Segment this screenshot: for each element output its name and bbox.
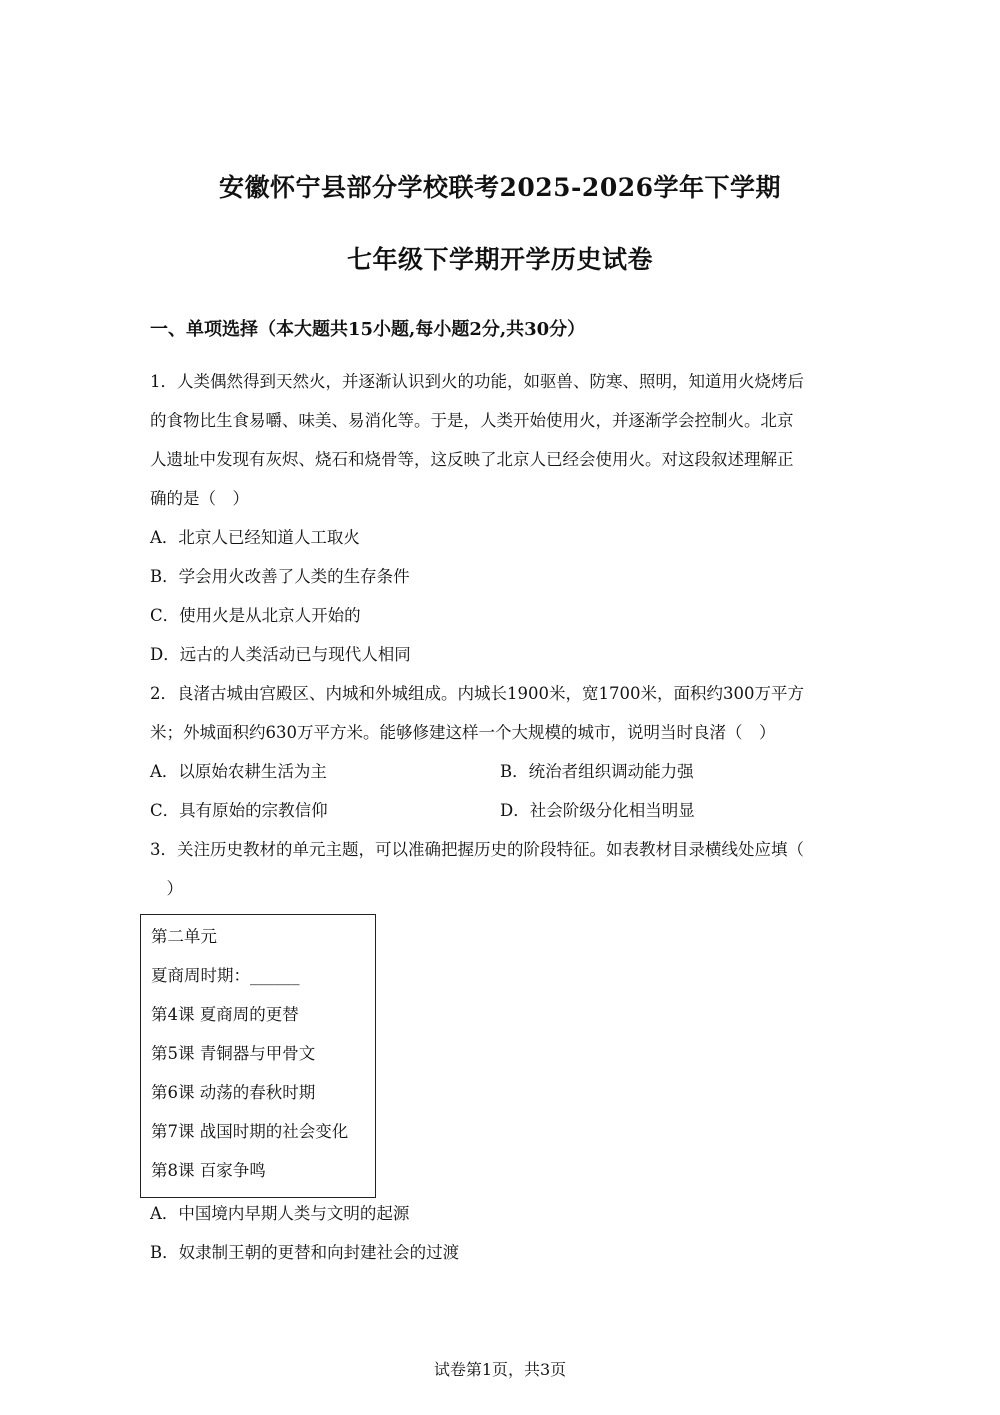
toc-unit-theme: 夏商周时期：______: [151, 966, 300, 985]
q3-stem-line: 3．关注历史教材的单元主题，可以准确把握历史的阶段特征。如表教材目录横线处应填（: [150, 840, 804, 859]
q1-option-c: C．使用火是从北京人开始的: [150, 606, 361, 625]
q1-option-b: B．学会用火改善了人类的生存条件: [150, 567, 410, 586]
q2-option-b: B．统治者组织调动能力强: [500, 762, 694, 781]
q1-stem-line: 人遗址中发现有灰烬、烧石和烧骨等，这反映了北京人已经会使用火。对这段叙述理解正: [150, 450, 794, 469]
toc-lesson: 第6课 动荡的春秋时期: [151, 1083, 316, 1102]
q1-stem-line: 确的是（ ）: [150, 489, 249, 508]
q1-option-d: D．远古的人类活动已与现代人相同: [150, 645, 411, 664]
toc-lesson: 第8课 百家争鸣: [151, 1161, 266, 1180]
toc-lesson: 第5课 青铜器与甲骨文: [151, 1044, 316, 1063]
q1-option-a: A．北京人已经知道人工取火: [150, 528, 360, 547]
exam-title-line2: 七年级下学期开学历史试卷: [346, 245, 653, 274]
q1-stem-line: 的食物比生食易嚼、味美、易消化等。于是，人类开始使用火，并逐渐学会控制火。北京: [150, 411, 794, 430]
section-heading: 一、单项选择（本大题共15小题,每小题2分,共30分）: [150, 319, 586, 340]
q3-option-b: B．奴隶制王朝的更替和向封建社会的过渡: [150, 1243, 460, 1262]
q2-option-d: D．社会阶级分化相当明显: [500, 801, 695, 820]
q2-option-a: A．以原始农耕生活为主: [150, 762, 327, 781]
q2-stem-line: 米；外城面积约630万平方米。能够修建这样一个大规模的城市，说明当时良渚（ ）: [150, 723, 776, 742]
q2-option-c: C．具有原始的宗教信仰: [150, 801, 328, 820]
page-footer: 试卷第1页，共3页: [433, 1360, 567, 1379]
q1-stem-line: 1．人类偶然得到天然火，并逐渐认识到火的功能，如驱兽、防寒、照明，知道用火烧烤后: [150, 372, 804, 391]
toc-unit-title: 第二单元: [151, 927, 217, 946]
q3-option-a: A．中国境内早期人类与文明的起源: [150, 1204, 410, 1223]
toc-lesson: 第7课 战国时期的社会变化: [151, 1122, 349, 1141]
q3-stem-line: ）: [150, 879, 183, 898]
q2-stem-line: 2．良渚古城由宫殿区、内城和外城组成。内城长1900米，宽1700米，面积约300万平方: [150, 684, 804, 703]
textbook-toc-box: [140, 914, 376, 1198]
exam-title-line1: 安徽怀宁县部分学校联考2025-2026学年下学期: [218, 173, 782, 202]
toc-lesson: 第4课 夏商周的更替: [151, 1005, 299, 1024]
